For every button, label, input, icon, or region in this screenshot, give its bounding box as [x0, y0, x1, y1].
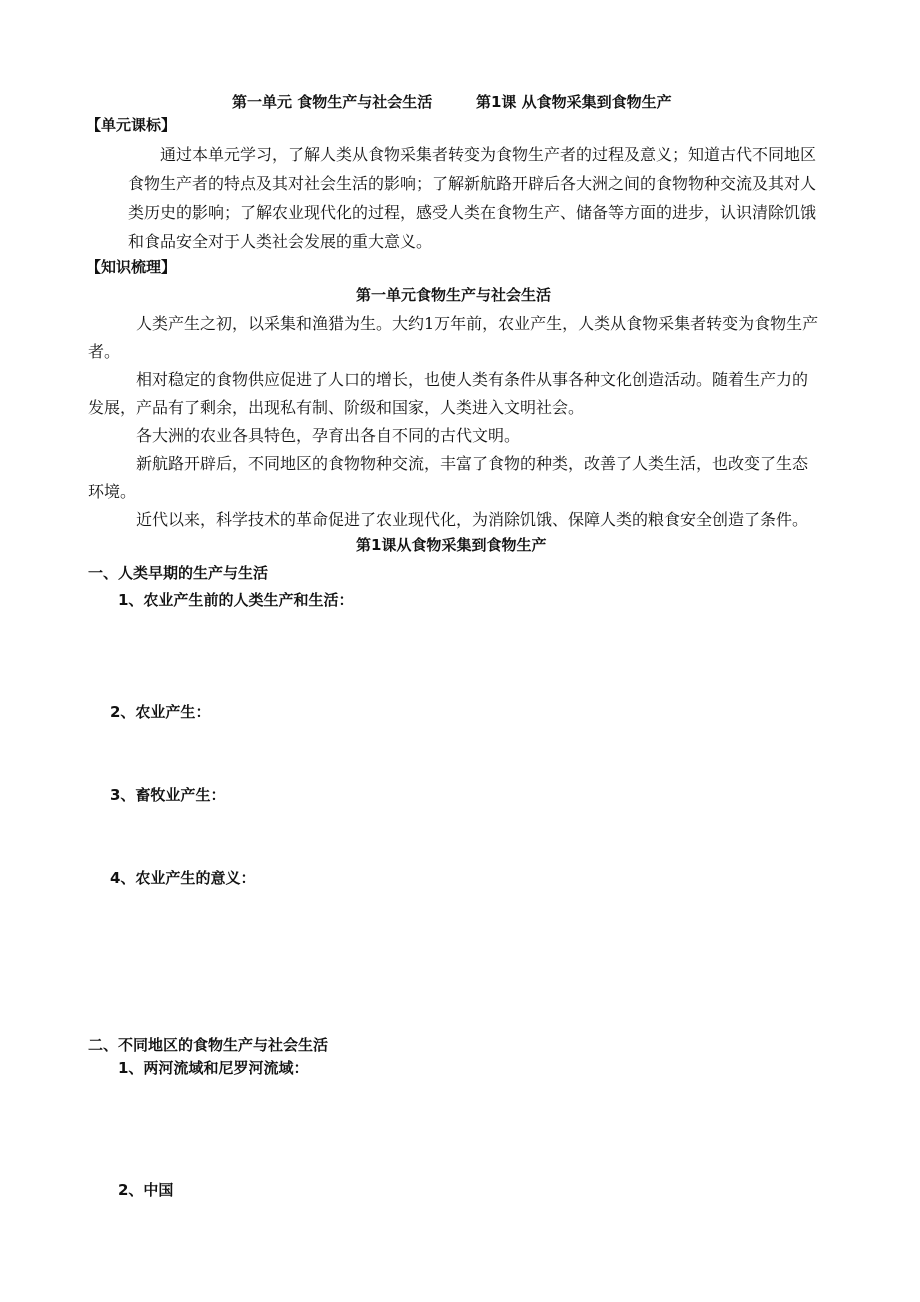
knowledge-heading: 【知识梳理】 [86, 258, 177, 276]
knowledge-paragraph-1-line-1: 人类产生之初，以采集和渔猎为生。大约1万年前，农业产生，人类从食物采集者转变为食物生产 [136, 314, 819, 333]
unit-standard-line-1: 通过本单元学习，了解人类从食物采集者转变为食物生产者的过程及意义；知道古代不同地区 [160, 145, 817, 164]
knowledge-paragraph-4-line-2: 环境。 [88, 482, 137, 501]
knowledge-paragraph-5: 近代以来，科学技术的革命促进了农业现代化，为消除饥饿、保障人类的粮食安全创造了条件。 [136, 510, 809, 529]
section-1-item-4: 4、农业产生的意义： [110, 869, 256, 887]
unit-title: 第一单元 食物生产与社会生活 [232, 93, 433, 111]
unit-subtitle: 第一单元食物生产与社会生活 [356, 286, 552, 304]
section-2-item-1: 1、两河流域和尼罗河流域： [118, 1059, 309, 1077]
section-1-item-2: 2、农业产生： [110, 703, 211, 721]
knowledge-paragraph-3: 各大洲的农业各具特色，孕育出各自不同的古代文明。 [136, 426, 521, 445]
unit-standard-heading: 【单元课标】 [86, 116, 177, 134]
unit-standard-line-4: 和食品安全对于人类社会发展的重大意义。 [128, 232, 433, 251]
knowledge-paragraph-4-line-1: 新航路开辟后，不同地区的食物物种交流，丰富了食物的种类，改善了人类生活，也改变了生态 [136, 454, 809, 473]
section-2-heading: 二、不同地区的食物生产与社会生活 [88, 1036, 329, 1054]
section-1-item-3: 3、畜牧业产生： [110, 786, 226, 804]
knowledge-paragraph-1-line-2: 者。 [88, 342, 121, 361]
knowledge-paragraph-2-line-2: 发展，产品有了剩余，出现私有制、阶级和国家，人类进入文明社会。 [88, 398, 585, 417]
knowledge-paragraph-2-line-1: 相对稳定的食物供应促进了人口的增长，也使人类有条件从事各种文化创造活动。随着生产力的 [136, 370, 809, 389]
unit-standard-line-3: 类历史的影响；了解农业现代化的过程，感受人类在食物生产、储备等方面的进步，认识清除饥饿 [128, 203, 817, 222]
section-1-heading: 一、人类早期的生产与生活 [88, 564, 269, 582]
section-2-item-2: 2、中国 [118, 1181, 174, 1199]
unit-standard-line-2: 食物生产者的特点及其对社会生活的影响；了解新航路开辟后各大洲之间的食物物种交流及其对人 [128, 174, 817, 193]
lesson-subtitle: 第1课从食物采集到食物生产 [356, 536, 547, 554]
section-1-item-1: 1、农业产生前的人类生产和生活： [118, 591, 354, 609]
lesson-title: 第1课 从食物采集到食物生产 [476, 93, 672, 111]
